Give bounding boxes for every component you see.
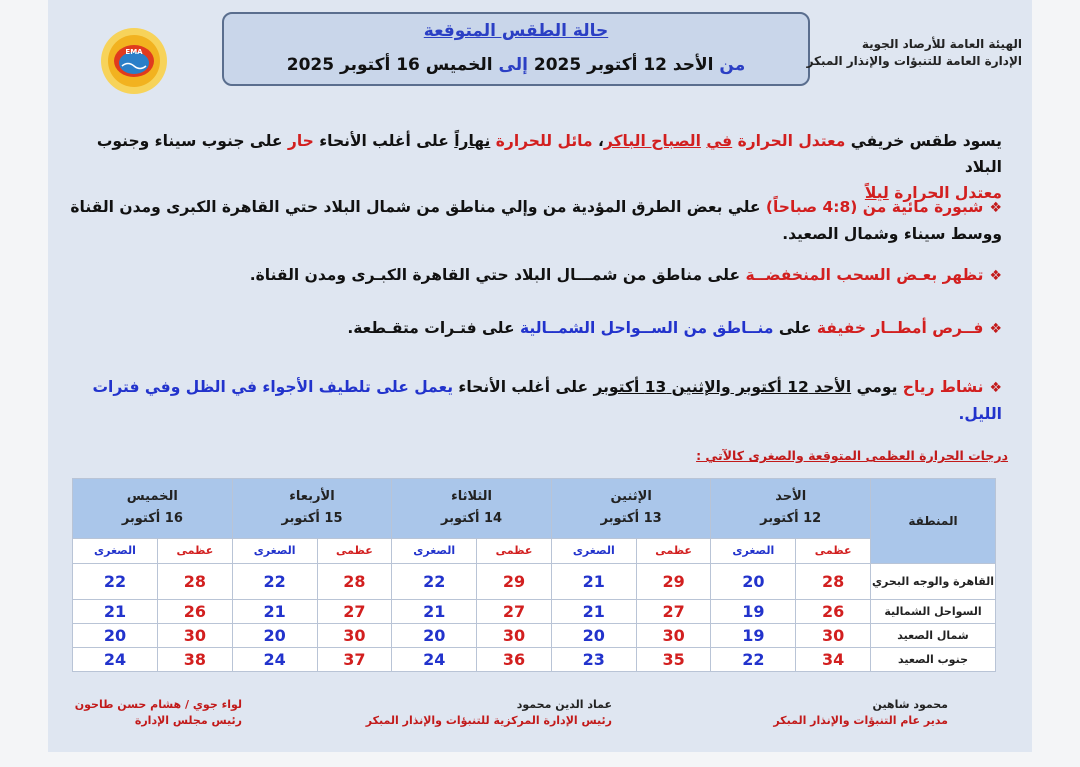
- table-row: [73, 600, 996, 624]
- signatory-role: مدير عام التنبؤات والإنذار المبكر: [773, 714, 948, 727]
- min-temp: 21: [551, 564, 636, 600]
- max-temp: 29: [477, 564, 552, 600]
- day-name: الثلاثاء: [451, 489, 493, 505]
- min-temp: 23: [551, 648, 636, 672]
- day-header: [551, 479, 711, 539]
- min-temp: 22: [232, 564, 317, 600]
- min-label: الصغرى: [551, 538, 636, 563]
- summary-text: ،: [592, 132, 604, 150]
- min-temp: 24: [232, 648, 317, 672]
- max-temp: 30: [157, 624, 232, 648]
- signatory-role: رئيس الإدارة المركزية للتنبؤات والإنذار المبكر: [365, 714, 612, 727]
- bullet-highlight: شبورة مائية من (4:8 صباحاً): [765, 198, 984, 216]
- org-line-1: الهيئة العامة للأرصاد الجوية: [861, 37, 1022, 51]
- max-label: عظمى: [157, 538, 232, 563]
- table-row: [73, 564, 996, 600]
- min-temp: 24: [73, 648, 158, 672]
- region-name: جنوب الصعيد: [871, 648, 996, 672]
- min-temp: 20: [551, 624, 636, 648]
- forecast-title: حالة الطقس المتوقعة: [423, 21, 609, 41]
- table-row: [73, 624, 996, 648]
- bullet-icon: ❖: [989, 321, 1002, 337]
- bullet-rain: [62, 315, 1002, 342]
- day-date: 15 أكتوبر: [281, 511, 343, 527]
- min-temp: 20: [392, 624, 477, 648]
- min-temp: 21: [551, 600, 636, 624]
- bullet-highlight: منــاطق من الســواحل الشمــالية: [520, 319, 774, 337]
- max-temp: 27: [317, 600, 392, 624]
- bullet-icon: ❖: [989, 268, 1002, 284]
- min-label: الصغرى: [73, 538, 158, 563]
- bullet-icon: ❖: [989, 380, 1002, 396]
- max-temp: 27: [477, 600, 552, 624]
- min-temp: 22: [392, 564, 477, 600]
- day-name: الإثنين: [610, 489, 652, 505]
- min-temp: 20: [711, 564, 796, 600]
- bullet-text: علي بعض الطرق المؤدية من وإلي مناطق من شمال البلاد حتي القاهرة الكبرى ومدن القناة ووسط سيناء وشمال الصعيد.: [70, 198, 1002, 243]
- max-label: عظمى: [636, 538, 711, 563]
- max-temp: 29: [636, 564, 711, 600]
- signature-block: [773, 697, 948, 729]
- min-temp: 20: [232, 624, 317, 648]
- day-header: [232, 479, 392, 539]
- max-temp: 38: [157, 648, 232, 672]
- bullet-dates: الأحد 12 أكتوبر والإثنين 13 أكتوبر: [593, 378, 852, 396]
- summary-highlight: الصباح الباكر: [603, 132, 701, 150]
- signatory-name: لواء جوي / هشام حسن طاحون: [74, 698, 242, 711]
- signature-block: [75, 697, 242, 729]
- max-temp: 28: [157, 564, 232, 600]
- min-temp: 21: [232, 600, 317, 624]
- forecast-header: [222, 12, 810, 86]
- max-temp: 26: [157, 600, 232, 624]
- min-temp: 19: [711, 600, 796, 624]
- day-name: الأحد: [775, 489, 807, 505]
- period-from-word: من: [719, 55, 746, 75]
- min-temp: 22: [73, 564, 158, 600]
- day-header: [73, 479, 233, 539]
- bullet-text: على فتـرات متقـطعة.: [347, 319, 520, 337]
- organization-name: [807, 36, 1022, 70]
- summary-highlight: حار: [287, 132, 314, 150]
- day-date: 13 أكتوبر: [600, 511, 662, 527]
- min-label: الصغرى: [711, 538, 796, 563]
- max-temp: 30: [317, 624, 392, 648]
- table-header-row: [73, 479, 996, 539]
- max-label: عظمى: [796, 538, 871, 563]
- max-temp: 37: [317, 648, 392, 672]
- forecast-period: [224, 55, 808, 75]
- bullet-clouds: [62, 262, 1002, 289]
- summary-highlight: مائل للحرارة: [495, 132, 593, 150]
- max-temp: 36: [477, 648, 552, 672]
- summary-text: يسود طقس خريفي: [845, 132, 1002, 150]
- bullet-fog: [62, 194, 1002, 247]
- max-temp: 30: [636, 624, 711, 648]
- bullet-text: على مناطق من شمـــال البلاد حتي القاهرة الكبـرى ومدن القناة.: [249, 266, 746, 284]
- bullet-highlight: نشاط رياح: [902, 378, 984, 396]
- table-subheader-row: [73, 538, 996, 563]
- bullet-text: يومي: [851, 378, 903, 396]
- summary-text: على جنوب سيناء وجنوب البلاد: [96, 132, 1002, 176]
- signature-block: [366, 697, 612, 729]
- min-temp: 20: [73, 624, 158, 648]
- max-temp: 26: [796, 600, 871, 624]
- ema-logo: [84, 26, 184, 96]
- day-date: 16 أكتوبر: [121, 511, 183, 527]
- period-from-date: الأحد 12 أكتوبر 2025: [533, 55, 714, 75]
- signatory-role: رئيس مجلس الإدارة: [134, 714, 242, 727]
- day-name: الأربعاء: [289, 489, 335, 505]
- max-label: عظمى: [477, 538, 552, 563]
- region-name: القاهرة والوجه البحري: [871, 564, 996, 600]
- summary-highlight: معتدل الحرارة: [737, 132, 846, 150]
- bullet-text: على: [773, 319, 817, 337]
- summary-highlight: في: [706, 132, 733, 150]
- max-temp: 34: [796, 648, 871, 672]
- period-to-date: الخميس 16 أكتوبر 2025: [286, 55, 493, 75]
- bullet-highlight: يعمل على تلطيف الأجواء في الظل وفي فترات الليل.: [92, 378, 1002, 423]
- temperature-table: [72, 478, 996, 672]
- bullet-wind: [62, 374, 1002, 427]
- table-caption: درجات الحرارة العظمى المتوقعة والصغرى كالآتي :: [696, 448, 1008, 463]
- region-header: المنطقة: [871, 479, 996, 564]
- logo-text: EMA: [125, 48, 143, 56]
- max-temp: 28: [796, 564, 871, 600]
- max-temp: 35: [636, 648, 711, 672]
- min-label: الصغرى: [232, 538, 317, 563]
- day-date: 12 أكتوبر: [760, 511, 822, 527]
- summary-text: نهاراً: [454, 132, 491, 150]
- min-label: الصغرى: [392, 538, 477, 563]
- min-temp: 21: [392, 600, 477, 624]
- org-line-2: الإدارة العامة للتنبؤات والإنذار المبكر: [806, 54, 1022, 68]
- bullet-highlight: فــرص أمطــار خفيفة: [816, 319, 984, 337]
- max-temp: 28: [317, 564, 392, 600]
- region-name: السواحل الشمالية: [871, 600, 996, 624]
- day-date: 14 أكتوبر: [441, 511, 503, 527]
- summary-text: على أغلب الأنحاء: [313, 132, 455, 150]
- max-temp: 27: [636, 600, 711, 624]
- max-temp: 30: [477, 624, 552, 648]
- max-temp: 30: [796, 624, 871, 648]
- day-name: الخميس: [126, 489, 178, 505]
- day-header: [392, 479, 552, 539]
- day-header: [711, 479, 871, 539]
- bullet-icon: ❖: [989, 200, 1002, 216]
- summary-highlight: معتدل الحرارة: [894, 184, 1002, 202]
- min-temp: 19: [711, 624, 796, 648]
- bullet-highlight: تظهر بعـض السحب المنخفضــة: [745, 266, 984, 284]
- table-row: [73, 648, 996, 672]
- signatory-name: محمود شاهين: [872, 698, 948, 711]
- bullet-text: على أغلب الأنحاء: [453, 378, 594, 396]
- min-temp: 21: [73, 600, 158, 624]
- signatory-name: عماد الدين محمود: [516, 698, 612, 711]
- period-to-word: إلى: [498, 55, 528, 75]
- min-temp: 24: [392, 648, 477, 672]
- region-name: شمال الصعيد: [871, 624, 996, 648]
- summary-highlight: ليلاً: [864, 184, 889, 202]
- max-label: عظمى: [317, 538, 392, 563]
- min-temp: 22: [711, 648, 796, 672]
